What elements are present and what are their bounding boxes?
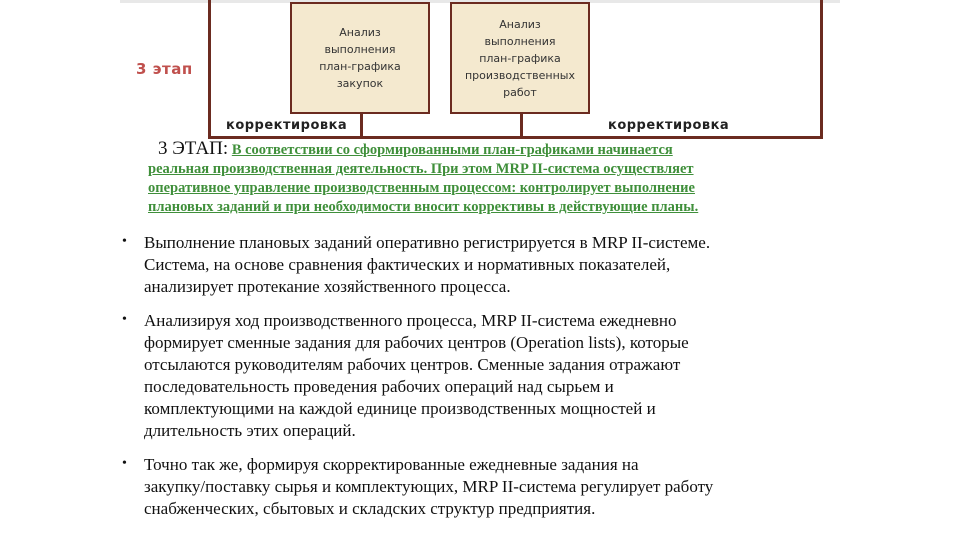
production-analysis-box <box>450 2 590 114</box>
stage-label: 3 этап <box>136 60 193 78</box>
bullet-item <box>116 232 836 298</box>
intro-line-1: В соответствии со сформированными план-графиками начинается <box>231 142 673 158</box>
bullet-2-line-4: последовательность проведения рабочих операций над сырьем и <box>144 377 614 396</box>
bullet-marker: • <box>122 312 127 327</box>
correction-label-right: корректировка <box>608 118 730 133</box>
intro-line-4: плановых заданий и при необходимости вносит коррективы в действующие планы. <box>148 199 699 215</box>
intro-line-3: оперативное управление производственным процессом: контролирует выполнение <box>148 180 695 196</box>
bullet-3-line-1: Точно так же, формируя скорректированные ежедневные задания на <box>144 455 639 474</box>
bullet-list <box>116 232 836 532</box>
stage-heading: 3 ЭТАП: <box>158 138 229 159</box>
bullet-1-line-2: Система, на основе сравнения фактических и нормативных показателей, <box>144 255 671 274</box>
frame-right-line <box>820 0 823 138</box>
right-box-connector <box>520 112 523 138</box>
bullet-2-line-2: формирует сменные задания для рабочих центров (Operation lists), которые <box>144 333 689 352</box>
bullet-2-line-6: длительность этих операций. <box>144 421 356 440</box>
intro-line-2: реальная производственная деятельность. При этом MRP II-система осуществляет <box>148 161 694 177</box>
process-diagram <box>0 0 960 150</box>
bullet-item <box>116 310 836 442</box>
bullet-item <box>116 454 836 520</box>
bullet-1-line-3: анализирует протекание хозяйственного процесса. <box>144 277 511 296</box>
purchase-analysis-box <box>290 2 430 114</box>
bullet-3-line-3: снабженческих, сбытовых и складских структур предприятия. <box>144 499 596 518</box>
bullet-2-line-5: комплектующими на каждой единице производственных мощностей и <box>144 399 656 418</box>
bullet-2-line-3: отсылаются руководителям рабочих центров. Сменные задания отражают <box>144 355 681 374</box>
bullet-marker: • <box>122 456 127 471</box>
left-box-connector <box>360 112 363 138</box>
purchase-analysis-text: Анализ выполнения план-графика закупок <box>319 26 401 90</box>
stage-description <box>148 139 838 217</box>
correction-label-left: корректировка <box>226 118 348 133</box>
frame-left-line <box>208 0 211 138</box>
bullet-2-line-1: Анализируя ход производственного процесса, MRP II-система ежедневно <box>144 311 677 330</box>
production-analysis-text: Анализ выполнения план-графика производственных работ <box>464 17 575 99</box>
bullet-1-line-1: Выполнение плановых заданий оперативно регистрируется в MRP II-системе. <box>144 233 711 252</box>
bullet-3-line-2: закупку/поставку сырья и комплектующих, MRP II-система регулирует работу <box>144 477 714 496</box>
bullet-marker: • <box>122 234 127 249</box>
